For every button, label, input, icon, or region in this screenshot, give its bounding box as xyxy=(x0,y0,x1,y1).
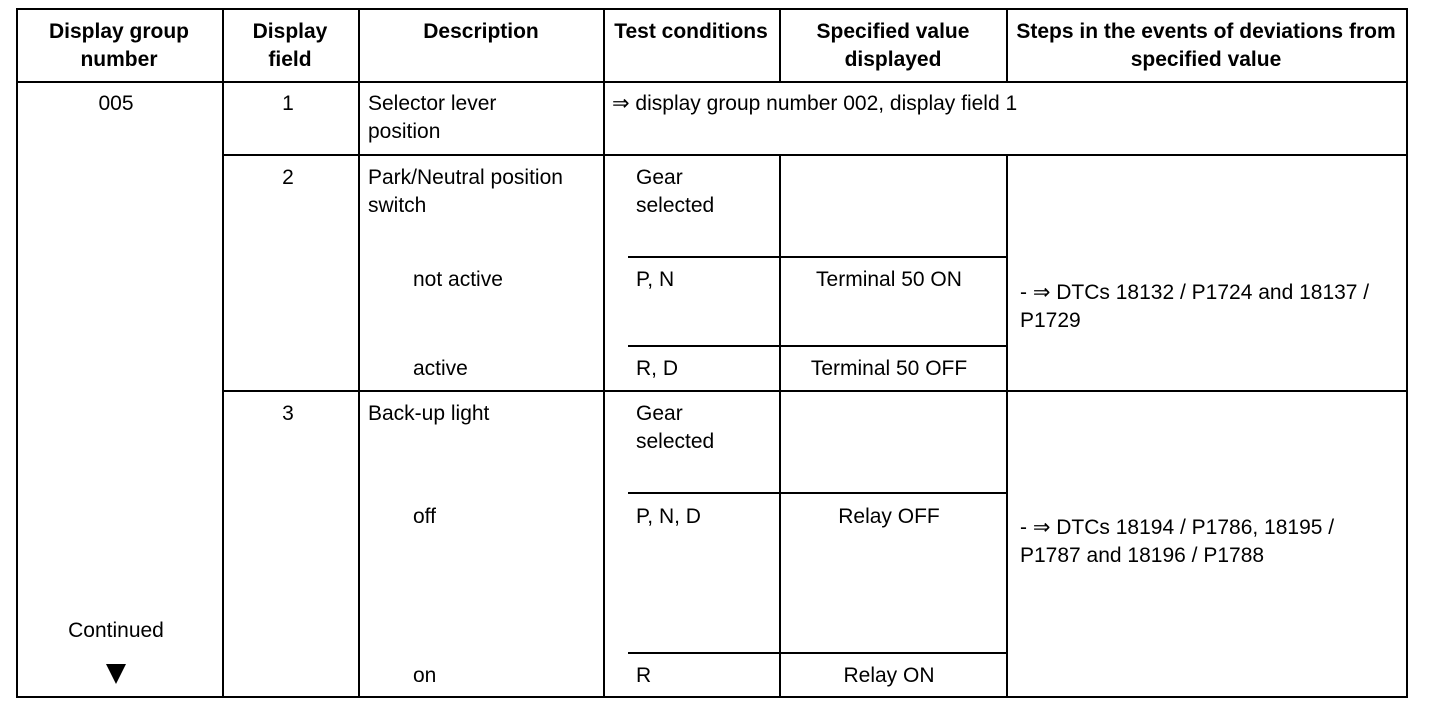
subrow-divider-3a xyxy=(628,492,1007,494)
row1-description: Selector lever position xyxy=(368,92,497,143)
col-divider-5-header xyxy=(1006,8,1008,83)
row2-gear-not-active: P, N xyxy=(636,268,675,291)
row3-steps: - ⇒ DTCs 18194 / P1786, 18195 / P1787 and 18196 / P1788 xyxy=(1020,516,1335,567)
header-divider xyxy=(16,81,1408,83)
row3-display-field: 3 xyxy=(282,402,294,425)
row2-value-not-active: Terminal 50 ON xyxy=(816,268,962,291)
header-specified-value: Specified value displayed xyxy=(816,20,970,71)
row2-state-active: active xyxy=(413,357,468,380)
header-test-conditions: Test conditions xyxy=(614,20,768,43)
table-border-right xyxy=(1406,8,1408,698)
row3-value-off: Relay OFF xyxy=(838,505,940,528)
col-divider-3 xyxy=(603,8,605,698)
down-triangle-icon xyxy=(106,664,126,684)
col-divider-1 xyxy=(222,8,224,698)
continued-label: Continued xyxy=(68,619,164,642)
row2-test-condition-label: Gear selected xyxy=(636,166,715,217)
row3-description: Back-up light xyxy=(368,402,490,425)
row-divider-1 xyxy=(222,154,1408,156)
display-group-number: 005 xyxy=(98,92,134,115)
col-divider-2 xyxy=(358,8,360,698)
row2-gear-active: R, D xyxy=(636,357,678,380)
subrow-divider-2b xyxy=(628,345,1007,347)
row2-description: Park/Neutral position switch xyxy=(368,166,563,217)
row3-state-off: off xyxy=(413,505,436,528)
header-display-group-number: Display group number xyxy=(48,20,190,71)
table-border-bottom xyxy=(16,696,1408,698)
subrow-divider-2a xyxy=(628,256,1007,258)
col-divider-4-header xyxy=(779,8,781,83)
row3-gear-on: R xyxy=(636,664,652,687)
row2-steps: - ⇒ DTCs 18132 / P1724 and 18137 / P1729 xyxy=(1020,281,1370,332)
header-display-field: Display field xyxy=(252,20,328,71)
row3-test-condition-label: Gear selected xyxy=(636,402,715,453)
row1-display-field: 1 xyxy=(282,92,294,115)
row1-reference: ⇒ display group number 002, display field 1 xyxy=(612,92,1018,115)
table-border-top xyxy=(16,8,1408,10)
table-border-left xyxy=(16,8,18,698)
row2-display-field: 2 xyxy=(282,166,294,189)
row3-gear-off: P, N, D xyxy=(636,505,701,528)
subrow-divider-3b xyxy=(628,652,1007,654)
row-divider-2 xyxy=(222,390,1408,392)
header-steps: Steps in the events of deviations from specified value xyxy=(1016,20,1396,71)
col-divider-4-rows xyxy=(779,155,781,698)
col-divider-5-rows xyxy=(1006,155,1008,698)
row3-value-on: Relay ON xyxy=(843,664,935,687)
row2-value-active: Terminal 50 OFF xyxy=(810,357,968,380)
row2-state-not-active: not active xyxy=(413,268,503,291)
header-description: Description xyxy=(423,20,539,43)
row3-state-on: on xyxy=(413,664,437,687)
